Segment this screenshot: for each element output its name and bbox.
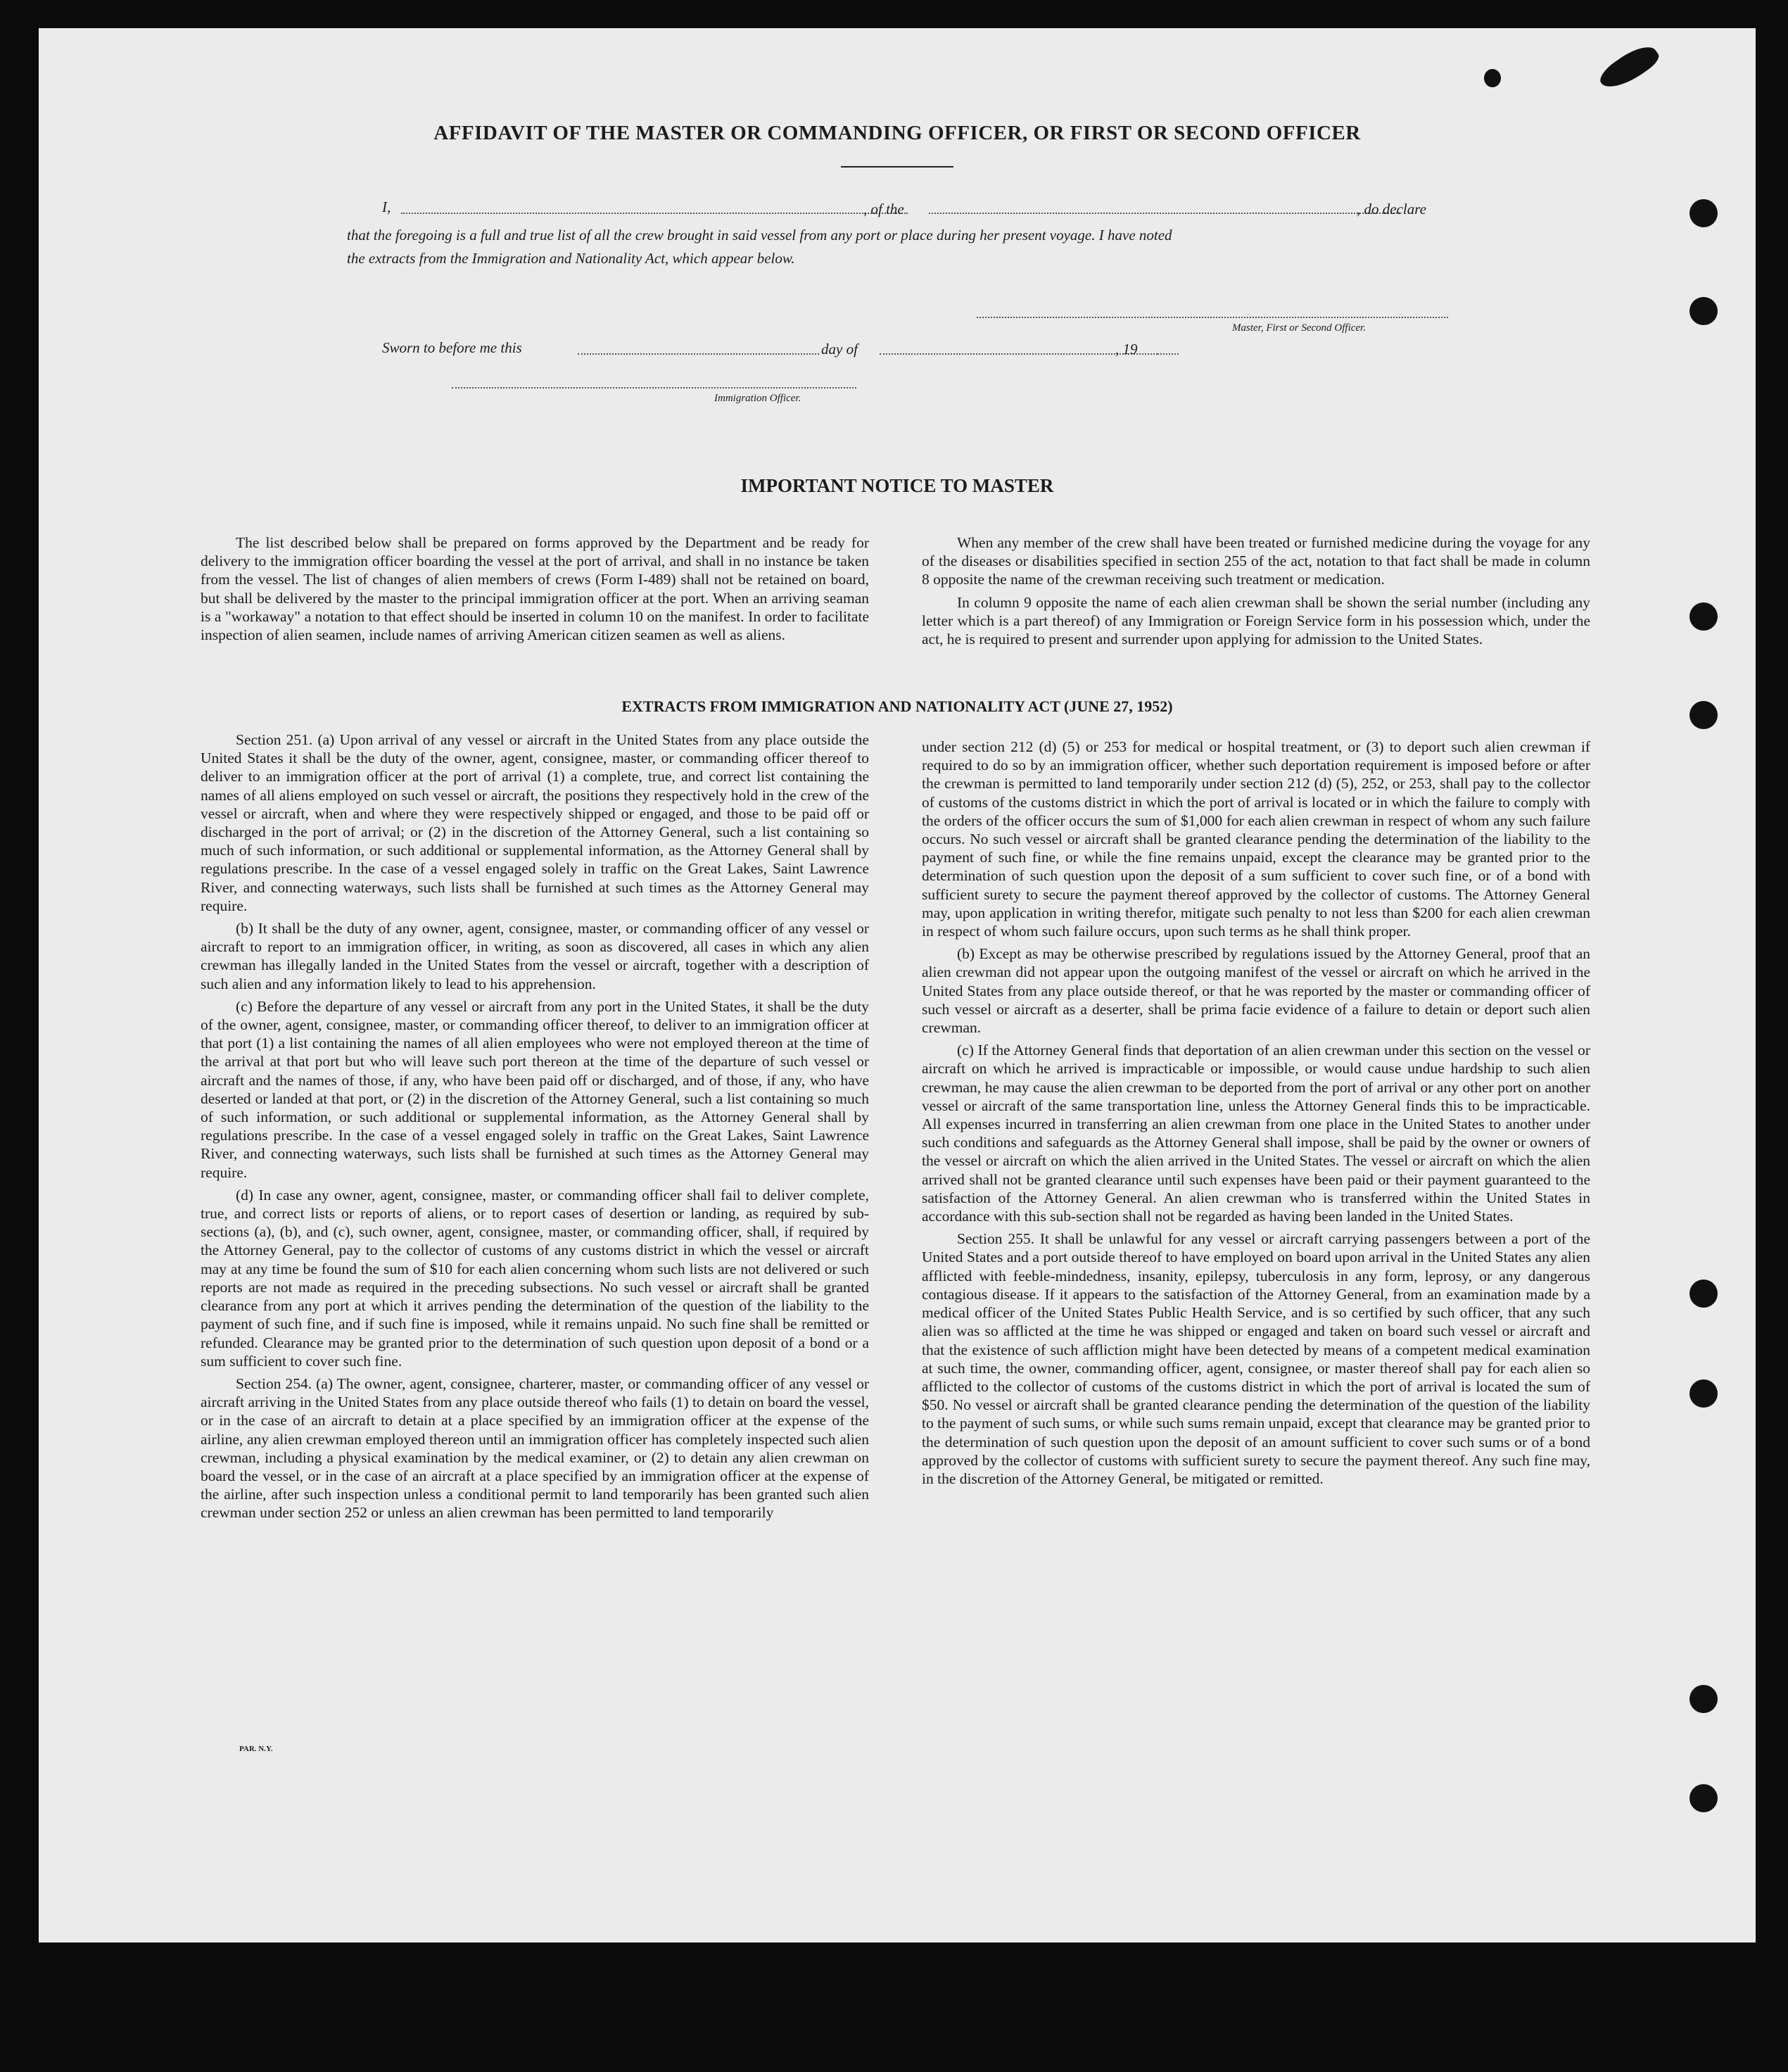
affidavit-line-2: that the foregoing is a full and true list of all the crew brought in said vessel from any port or place during her present voyage. I have noted <box>347 227 1172 244</box>
binder-hole <box>1689 297 1718 325</box>
day-of-label: day of <box>821 341 858 358</box>
year-blank <box>1158 353 1179 355</box>
binder-hole <box>1689 1784 1718 1812</box>
binder-hole <box>1689 1685 1718 1713</box>
title-rule <box>841 166 953 168</box>
master-signature-line <box>977 317 1448 318</box>
section-paragraph: Section 255. It shall be unlawful for any vessel or aircraft carrying passengers between a port of the United States and a port outside thereof to have employed on board upon arrival in the United States any alien afflicted with feeble-mindedness, insanity, epilepsy, tuberculosis in any form, leprosy, or any dangerous contagious disease. If it appears to the satisfaction of the Attorney General, from an examination made by a medical officer of the United States Public Health Service, and is so certified by such officer, that any such alien was so afflicted at the time he was shipped or engaged and taken on board such vessel or aircraft and that the existence of such affliction might have been detected by means of a competent medical examination at such time, the owner, commanding officer, agent, consignee, or master thereof shall pay for each alien so afflicted to the collector of customs of the customs district in which the port of arrival is located the sum of $50. No vessel or aircraft shall be granted clearance pending the determination of the question of the liability to the payment of such sums, or while such sums remain unpaid, except that clearance may be granted prior to the determination of such question upon the deposit of an amount sufficient to cover such sums or of a bond approved by the collector of customs with sufficient surety to secure the payment thereof. Any such fine may, in the discretion of the Attorney General, be mitigated or remitted. <box>922 1230 1590 1487</box>
notice-right-column <box>922 533 1590 652</box>
affidavit-declare-label: , do declare <box>1357 201 1426 217</box>
binder-hole <box>1689 602 1718 631</box>
section-paragraph: (c) Before the departure of any vessel or aircraft from any port in the United States, it shall be the duty of the owner, agent, consignee, master, or commanding officer thereof, to deliver to an immigration officer at that port (1) a list containing the names of all alien employees who were not employed thereon at the time of the arrival at that port but who will leave such port thereon at the time of the departure of such vessel or aircraft and the names of those, if any, who have been paid off or discharged, and of those, if any, who have deserted or landed at that port, or (2) in the discretion of the Attorney General, such a list containing so much of such information, or such additional or supplemental information, as the Attorney General shall by regulations prescribe. In the case of a vessel engaged solely in traffic on the Great Lakes, Saint Lawrence River, and connecting waterways, such lists shall be furnished at such times as the Attorney General may require. <box>201 997 869 1181</box>
master-signature-caption: Master, First or Second Officer. <box>1232 322 1366 334</box>
extracts-right-column <box>922 738 1590 1492</box>
binder-hole <box>1689 1379 1718 1408</box>
section-paragraph: Section 254. (a) The owner, agent, consignee, charterer, master, or commanding officer of any vessel or aircraft arriving in the United States from any place outside thereof who fails (1) to detain on board the vessel, or in the case of an aircraft to detain at a place specified by an immigration officer at the expense of the airline, any alien crewman employed thereon until an immigration officer has completely inspected such alien crewman, including a physical examination by the medical examiner, or (2) to detain any alien crewman on board the vessel, or in the case of an aircraft at a place specified by an immigration officer at the expense of the airline, after such inspection unless a conditional permit to land temporarily has been granted such alien crewman under section 252 or unless an alien crewman has been permitted to land temporarily <box>201 1375 869 1522</box>
extracts-title: EXTRACTS FROM IMMIGRATION AND NATIONALITY ACT (JUNE 27, 1952) <box>621 697 1173 715</box>
affidavit-of-the-label: , of the <box>863 201 904 217</box>
section-paragraph: (c) If the Attorney General finds that deportation of an alien crewman under this section on the vessel or aircraft on which he arrived is impracticable or impossible, or would cause undue hardship to such alien crewman, he may cause the alien crewman to be deported from the port of arrival or any other port on another vessel or aircraft of the same transportation line, unless the Attorney General finds this to be impracticable. All expenses incurred in transferring an alien crewman from one place in the United States to another under such conditions and safeguards as the Attorney General shall impose, shall be paid by the owner or owners of the vessel or aircraft on which the alien arrived in the United States. The vessel or aircraft on which the alien arrived shall not be granted clearance until such expenses have been paid or their payment guaranteed to the satisfaction of the Attorney General. An alien crewman who is transferred within the United States in accordance with this sub-section shall not be regarded as having been landed in the United States. <box>922 1042 1590 1225</box>
section-paragraph: Section 251. (a) Upon arrival of any vessel or aircraft in the United States from any place outside the United States it shall be the duty of the owner, agent, consignee, master, or commanding officer thereof to deliver to an immigration officer at the port of arrival (1) a complete, true, and correct list containing the names of all aliens employed on such vessel or aircraft, the positions they respectively hold in the crew of the vessel or aircraft, when and where they were respectively shipped or engaged, and those to be paid off or discharged in the port of arrival; or (2) in the discretion of the Attorney General, such a list containing so much of such information, or such additional or supplemental information, as the Attorney General shall by regulations prescribe. In the case of a vessel engaged solely in traffic on the Great Lakes, Saint Lawrence River, and connecting waterways, such lists shall be furnished at such times as the Attorney General may require. <box>201 731 869 914</box>
document-page <box>39 28 1756 1942</box>
extracts-left-column <box>201 731 869 1527</box>
section-paragraph: (b) It shall be the duty of any owner, agent, consignee, master, or commanding officer of any vessel or aircraft to report to an immigration officer, in writing, as soon as discovered, all cases in which any alien crewman has illegally landed in the United States from the vessel or aircraft, together with a description of such alien and any information likely to lead to his apprehension. <box>201 920 869 992</box>
notice-paragraph: The list described below shall be prepared on forms approved by the Department and be ready for delivery to the immigration officer boarding the vessel at the port of arrival, and shall in no instance be taken from the vessel. The list of changes of alien members of crews (Form I-489) shall not be retained on board, but shall be delivered by the master to the principal immigration officer at the port. When an arriving seaman is a "workaway" a notation to that effect should be inserted in column 10 on the manifest. In order to facilitate inspection of alien seamen, include names of arriving American citizen seamen as well as aliens. <box>201 534 869 644</box>
ink-smudge <box>1596 39 1662 96</box>
name-blank <box>401 213 908 214</box>
notice-paragraph: When any member of the crew shall have been treated or furnished medicine during the voyage for any of the diseases or disabilities specified in section 255 of the act, notation to that fact shall be made in column 8 opposite the name of the crewman receiving such treatment or medication. <box>922 534 1590 588</box>
section-paragraph: (d) In case any owner, agent, consignee, master, or commanding officer shall fail to deliver complete, true, and correct lists or reports of aliens, or to report cases of desertion or landing, as required by sub-sections (a), (b), and (c), such owner, agent, consignee, master, or commanding officer, shall, if required by the Attorney General, pay to the collector of customs of any customs district in which the vessel or aircraft may at any time be found the sum of $10 for each alien concerning whom such lists are not delivered or such reports are not made as required in the preceding subsections. No such vessel or aircraft shall be granted clearance from any port at which it arrives pending the determination of the question of the liability to the payment of such fine, and if such fine is imposed, while it remains unpaid. No such fine shall be remitted or refunded. Clearance may be granted prior to the determination of such question upon deposit of a bond or a sum sufficient to cover such fine. <box>201 1186 869 1370</box>
ink-spot <box>1484 69 1501 87</box>
binder-hole <box>1689 199 1718 227</box>
binder-hole <box>1689 1280 1718 1308</box>
section-paragraph: under section 212 (d) (5) or 253 for medical or hospital treatment, or (3) to deport such alien crewman if required to do so by an immigration officer, whether such deportation requirement is imposed before or after the crewman is permitted to land temporarily under section 212 (d) (5), 252, or 253, shall pay to the collector of customs of the customs district in which the port of arrival is located or in which the failure to comply with the orders of the officer occurs the sum of $1,000 for each alien crewman in respect of whom any such failure occurs. No such vessel or aircraft shall be granted clearance pending the determination of the liability to the payment of such fine, or while the fine remains unpaid, except the clearance may be granted prior to the determination of such question upon the deposit of a sum sufficient to cover such fine, or of a bond with sufficient surety to secure the payment thereof approved by the collector of customs. The Attorney General may, upon application in writing therefor, mitigate such penalty to not less than $200 for each alien crewman in respect of whom such failure occurs, upon such terms as he shall think proper. <box>922 738 1590 940</box>
affidavit-line-3: the extracts from the Immigration and Nationality Act, which appear below. <box>347 250 795 267</box>
vessel-blank <box>929 213 1400 214</box>
immigration-officer-signature-line <box>452 387 856 388</box>
notice-title: IMPORTANT NOTICE TO MASTER <box>740 475 1054 496</box>
section-paragraph: (b) Except as may be otherwise prescribed by regulations issued by the Attorney General, proof that an alien crewman did not appear upon the outgoing manifest of the vessel or aircraft on which he arrived in the United States from any place outside thereof, or that he was reported by the master or commanding officer of such vessel or aircraft as a deserter, shall be prima facie evidence of a failure to detain or deport such alien crewman. <box>922 945 1590 1037</box>
affidavit-i-label: I, <box>382 198 391 215</box>
year-label: , 19 <box>1115 341 1138 358</box>
notice-paragraph: In column 9 opposite the name of each alien crewman shall be shown the serial number (including any letter which is a part thereof) of any Immigration or Foreign Service form in his possession which, under the act, he is required to present and surrender upon applying for admission to the United States. <box>922 593 1590 648</box>
notice-left-column <box>201 533 869 648</box>
printer-mark: PAR. N.Y. <box>239 1745 273 1753</box>
sworn-day-blank <box>578 353 819 355</box>
immigration-officer-caption: Immigration Officer. <box>714 393 801 404</box>
sworn-label: Sworn to before me this <box>382 339 522 356</box>
affidavit-title: AFFIDAVIT OF THE MASTER OR COMMANDING OFFICER, OR FIRST OR SECOND OFFICER <box>433 122 1361 144</box>
